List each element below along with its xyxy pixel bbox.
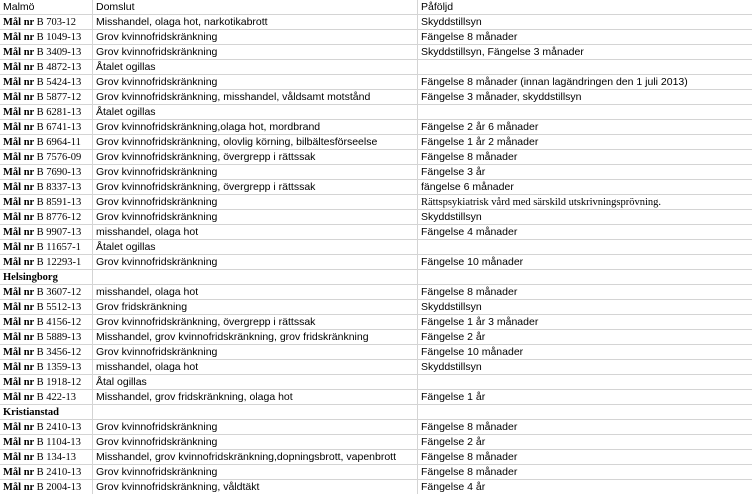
domslut-cell[interactable]: Åtalet ogillas (93, 240, 418, 254)
case-number-cell[interactable] (0, 75, 93, 89)
case-number: B 2004-13 (36, 482, 82, 493)
case-number-cell[interactable] (0, 45, 93, 59)
case-number-cell[interactable] (0, 15, 93, 29)
case-number-cell[interactable] (0, 330, 93, 344)
domslut-cell[interactable]: Grov kvinnofridskränkning,olaga hot, mordbrand (93, 120, 418, 134)
pafoljd-cell[interactable]: Fängelse 8 månader (421, 151, 518, 163)
case-number-cell[interactable] (0, 210, 93, 224)
case-number-cell[interactable] (0, 180, 93, 194)
case-number: B 7576-09 (36, 152, 82, 163)
case-number: B 7690-13 (36, 167, 82, 178)
case-prefix: Mål nr (3, 242, 37, 253)
section-row (0, 270, 752, 285)
case-number-cell[interactable] (0, 225, 93, 239)
domslut-cell[interactable]: Misshandel, grov fridskränkning, olaga hot (93, 390, 418, 404)
table-row (0, 60, 752, 75)
case-prefix: Mål nr (3, 47, 37, 58)
table-row (0, 90, 752, 105)
pafoljd-cell[interactable]: Fängelse 8 månader (421, 421, 518, 433)
table-row (0, 465, 752, 480)
case-number: B 6741-13 (36, 122, 82, 133)
pafoljd-cell[interactable] (418, 375, 752, 389)
case-number-cell[interactable] (0, 90, 93, 104)
case-prefix: Mål nr (3, 422, 37, 433)
case-number: B 3456-12 (36, 347, 82, 358)
table-row (0, 120, 752, 135)
case-prefix: Mål nr (3, 122, 37, 133)
table-row (0, 105, 752, 120)
case-number: B 5512-13 (36, 302, 82, 313)
domslut-cell[interactable]: Grov fridskränkning (93, 300, 418, 314)
case-prefix: Mål nr (3, 32, 37, 43)
pafoljd-cell[interactable]: fängelse 6 månader (421, 181, 514, 193)
case-number-cell[interactable] (0, 240, 93, 254)
pafoljd-cell[interactable]: Skyddstillsyn (421, 361, 482, 373)
pafoljd-cell[interactable] (418, 270, 752, 284)
case-prefix: Mål nr (3, 182, 37, 193)
pafoljd-cell[interactable]: Fängelse 2 år 6 månader (421, 121, 539, 133)
case-prefix: Mål nr (3, 197, 37, 208)
pafoljd-cell[interactable]: Fängelse 8 månader (421, 286, 518, 298)
case-number-cell[interactable] (0, 465, 93, 479)
domslut-cell[interactable]: Grov kvinnofridskränkning (93, 210, 418, 224)
case-prefix: Mål nr (3, 167, 37, 178)
domslut-cell[interactable]: misshandel, olaga hot (93, 225, 418, 239)
case-number: B 5877-12 (36, 92, 82, 103)
domslut-cell[interactable]: Grov kvinnofridskränkning, övergrepp i rättssak (93, 180, 418, 194)
section-label[interactable]: Kristianstad (0, 405, 93, 419)
pafoljd-cell[interactable]: Fängelse 2 år (421, 331, 486, 343)
case-prefix: Mål nr (3, 17, 37, 28)
domslut-cell[interactable] (93, 405, 418, 419)
case-prefix: Mål nr (3, 152, 37, 163)
header-cell-pafoljd[interactable]: Påföljd (421, 1, 454, 13)
pafoljd-cell[interactable] (418, 240, 752, 254)
domslut-cell[interactable]: Misshandel, grov kvinnofridskränkning, grov fridskränkning (93, 330, 418, 344)
pafoljd-cell[interactable]: Fängelse 8 månader (421, 451, 518, 463)
case-prefix: Mål nr (3, 437, 37, 448)
header-cell-court[interactable]: Malmö (0, 0, 93, 14)
case-number: B 134-13 (36, 452, 77, 463)
case-number-cell[interactable] (0, 150, 93, 164)
case-prefix: Mål nr (3, 107, 37, 118)
table-row (0, 375, 752, 390)
case-prefix: Mål nr (3, 377, 37, 388)
pafoljd-cell[interactable]: Fängelse 1 år (421, 391, 486, 403)
table-row (0, 390, 752, 405)
pafoljd-cell[interactable]: Fängelse 8 månader (421, 31, 518, 43)
table-row (0, 180, 752, 195)
case-number: B 5424-13 (36, 77, 82, 88)
pafoljd-cell[interactable] (418, 105, 752, 119)
case-number: B 2410-13 (36, 467, 82, 478)
case-number-cell[interactable] (0, 375, 93, 389)
case-number: B 11657-1 (36, 242, 81, 253)
case-number: B 8591-13 (36, 197, 82, 208)
case-number: B 4156-12 (36, 317, 82, 328)
case-prefix: Mål nr (3, 137, 37, 148)
pafoljd-cell[interactable]: Fängelse 10 månader (421, 346, 524, 358)
domslut-cell[interactable]: Grov kvinnofridskränkning (93, 255, 418, 269)
case-number-cell[interactable] (0, 165, 93, 179)
case-prefix: Mål nr (3, 92, 37, 103)
header-cell-domslut[interactable]: Domslut (93, 0, 418, 14)
domslut-cell[interactable]: Grov kvinnofridskränkning (93, 465, 418, 479)
domslut-cell[interactable]: Grov kvinnofridskränkning (93, 30, 418, 44)
case-prefix: Mål nr (3, 287, 37, 298)
domslut-cell[interactable]: Grov kvinnofridskränkning, våldtäkt (93, 480, 418, 494)
domslut-cell[interactable]: Grov kvinnofridskränkning (93, 435, 418, 449)
table-row (0, 345, 752, 360)
case-prefix: Mål nr (3, 392, 37, 403)
table-row (0, 360, 752, 375)
case-number-cell[interactable] (0, 120, 93, 134)
case-prefix: Mål nr (3, 452, 37, 463)
table-row (0, 330, 752, 345)
case-prefix: Mål nr (3, 257, 37, 268)
case-number-cell[interactable] (0, 195, 93, 209)
case-number: B 6281-13 (36, 107, 82, 118)
table-body (0, 15, 752, 494)
domslut-cell[interactable]: misshandel, olaga hot (93, 360, 418, 374)
pafoljd-cell[interactable]: Fängelse 3 år (421, 166, 486, 178)
case-prefix: Mål nr (3, 212, 37, 223)
case-number: B 1104-13 (36, 437, 81, 448)
pafoljd-cell[interactable]: Skyddstillsyn (421, 16, 482, 28)
case-number: B 5889-13 (36, 332, 82, 343)
case-prefix: Mål nr (3, 482, 37, 493)
case-number-cell[interactable] (0, 105, 93, 119)
domslut-cell[interactable]: Grov kvinnofridskränkning (93, 165, 418, 179)
pafoljd-cell[interactable]: Skyddstillsyn (421, 211, 482, 223)
case-prefix: Mål nr (3, 317, 37, 328)
table-row (0, 195, 752, 210)
table-row (0, 435, 752, 450)
table-row (0, 165, 752, 180)
table-row (0, 255, 752, 270)
table-row (0, 150, 752, 165)
table-row (0, 210, 752, 225)
case-prefix: Mål nr (3, 62, 37, 73)
case-number: B 8337-13 (36, 182, 82, 193)
domslut-cell[interactable]: misshandel, olaga hot (93, 285, 418, 299)
case-number-cell[interactable] (0, 360, 93, 374)
domslut-cell[interactable]: Åtalet ogillas (93, 105, 418, 119)
case-prefix: Mål nr (3, 362, 37, 373)
domslut-cell[interactable]: Grov kvinnofridskränkning, misshandel, våldsamt motstånd (93, 90, 418, 104)
pafoljd-cell[interactable]: Fängelse 4 år (421, 481, 486, 493)
domslut-cell[interactable]: Grov kvinnofridskränkning (93, 75, 418, 89)
domslut-cell[interactable]: Åtalet ogillas (93, 60, 418, 74)
case-prefix: Mål nr (3, 302, 37, 313)
table-row (0, 315, 752, 330)
case-number-cell[interactable] (0, 60, 93, 74)
domslut-cell[interactable]: Grov kvinnofridskränkning (93, 195, 418, 209)
domslut-cell[interactable]: Åtal ogillas (93, 375, 418, 389)
section-row (0, 405, 752, 420)
case-number-cell[interactable] (0, 285, 93, 299)
case-number-cell[interactable] (0, 30, 93, 44)
table-row (0, 30, 752, 45)
section-label[interactable]: Helsingborg (0, 270, 93, 284)
pafoljd-cell[interactable]: Skyddstillsyn (421, 301, 482, 313)
table-row (0, 15, 752, 30)
case-number: B 9907-13 (36, 227, 82, 238)
case-number-cell[interactable] (0, 255, 93, 269)
case-number-cell[interactable] (0, 390, 93, 404)
case-prefix: Mål nr (3, 332, 37, 343)
pafoljd-cell[interactable]: Fängelse 1 år 2 månader (421, 136, 539, 148)
case-number: B 3607-12 (36, 287, 82, 298)
table-row (0, 420, 752, 435)
case-number-cell[interactable] (0, 435, 93, 449)
pafoljd-cell[interactable]: Fängelse 8 månader (innan lagändringen den 1 juli 2013) (421, 76, 688, 88)
pafoljd-cell[interactable]: Fängelse 1 år 3 månader (421, 316, 539, 328)
table-row (0, 480, 752, 494)
case-number: B 6964-11 (36, 137, 81, 148)
header-row (0, 0, 752, 15)
table-row (0, 285, 752, 300)
table-row (0, 300, 752, 315)
domslut-cell[interactable]: Grov kvinnofridskränkning (93, 345, 418, 359)
case-number: B 12293-1 (36, 257, 82, 268)
case-number-cell[interactable] (0, 345, 93, 359)
domslut-cell[interactable]: Grov kvinnofridskränkning, olovlig körning, bilbältesförseelse (93, 135, 418, 149)
table-row (0, 225, 752, 240)
table-row (0, 75, 752, 90)
case-number-cell[interactable] (0, 450, 93, 464)
case-number-cell[interactable] (0, 315, 93, 329)
pafoljd-cell[interactable]: Rättspsykiatrisk vård med särskild utskrivningsprövning. (421, 197, 662, 208)
domslut-cell[interactable]: Misshandel, grov kvinnofridskränkning,dopningsbrott, vapenbrott (93, 450, 418, 464)
table-row (0, 135, 752, 150)
table-row (0, 450, 752, 465)
domslut-cell[interactable]: Grov kvinnofridskränkning (93, 45, 418, 59)
domslut-cell[interactable]: Grov kvinnofridskränkning, övergrepp i rättssak (93, 150, 418, 164)
pafoljd-cell[interactable] (418, 60, 752, 74)
case-number: B 1918-12 (36, 377, 82, 388)
case-number-cell[interactable] (0, 420, 93, 434)
case-prefix: Mål nr (3, 227, 37, 238)
case-number-cell[interactable] (0, 135, 93, 149)
case-prefix: Mål nr (3, 467, 37, 478)
case-number-cell[interactable] (0, 480, 93, 494)
case-prefix: Mål nr (3, 77, 37, 88)
pafoljd-cell[interactable]: Fängelse 8 månader (421, 466, 518, 478)
pafoljd-cell[interactable]: Fängelse 10 månader (421, 256, 524, 268)
domslut-cell[interactable]: Misshandel, olaga hot, narkotikabrott (93, 15, 418, 29)
table-row (0, 45, 752, 60)
table-row (0, 240, 752, 255)
domslut-cell[interactable]: Grov kvinnofridskränkning, övergrepp i rättssak (93, 315, 418, 329)
pafoljd-cell[interactable] (418, 405, 752, 419)
case-prefix: Mål nr (3, 347, 37, 358)
pafoljd-cell[interactable]: Fängelse 2 år (421, 436, 486, 448)
case-number: B 8776-12 (36, 212, 82, 223)
case-number: B 4872-13 (36, 62, 82, 73)
pafoljd-cell[interactable]: Fängelse 3 månader, skyddstillsyn (421, 91, 582, 103)
case-number: B 422-13 (36, 392, 77, 403)
case-number: B 703-12 (36, 17, 77, 28)
pafoljd-cell[interactable]: Skyddstillsyn, Fängelse 3 månader (421, 46, 584, 58)
case-number: B 1359-13 (36, 362, 82, 373)
case-number: B 1049-13 (36, 32, 82, 43)
domslut-cell[interactable]: Grov kvinnofridskränkning (93, 420, 418, 434)
case-number: B 3409-13 (36, 47, 82, 58)
case-number-cell[interactable] (0, 300, 93, 314)
domslut-cell[interactable] (93, 270, 418, 284)
case-number: B 2410-13 (36, 422, 82, 433)
pafoljd-cell[interactable]: Fängelse 4 månader (421, 226, 518, 238)
